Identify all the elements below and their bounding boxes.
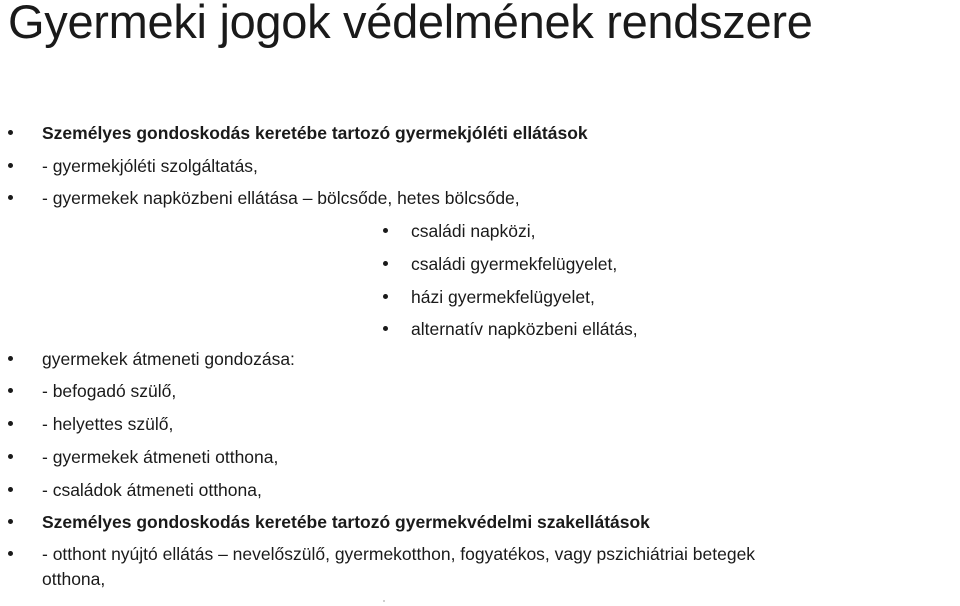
bullet-icon [8,487,13,492]
list-item: Személyes gondoskodás keretébe tartozó gyermekjóléti ellátások [42,123,588,143]
bullet-icon [383,261,388,266]
slide-title: Gyermeki jogok védelmének rendszere [8,0,813,48]
bullet-icon [8,421,13,426]
bullet-icon [8,388,13,393]
list-item: - helyettes szülő, [42,414,174,434]
bullet-icon [383,294,388,299]
bullet-icon [8,519,13,524]
list-item: - gyermekek átmeneti otthona, [42,447,279,467]
list-item: Személyes gondoskodás keretébe tartozó gyermekvédelmi szakellátások [42,512,650,532]
list-item: - gyermekjóléti szolgáltatás, [42,156,258,176]
bullet-icon [8,163,13,168]
bullet-icon [8,130,13,135]
list-item: családi gyermekfelügyelet, [411,254,618,274]
list-item: - családok átmeneti otthona, [42,480,262,500]
bullet-icon [383,326,388,331]
list-item: alternatív napközbeni ellátás, [411,319,638,339]
list-item: családi napközi, [411,221,536,241]
list-item: - gyermekek napközbeni ellátása – bölcsőde, hetes bölcsőde, [42,188,520,208]
bullet-icon [383,228,388,233]
bullet-icon [8,454,13,459]
list-item: gyermekek átmeneti gondozása: [42,349,295,369]
list-item: - otthont nyújtó ellátás – nevelőszülő, gyermekotthon, fogyatékos, vagy pszichiátriai betegek [42,544,756,564]
bullet-icon [8,356,13,361]
list-item: - befogadó szülő, [42,381,177,401]
bullet-icon [8,551,13,556]
footer-dot [383,600,385,602]
list-item: házi gyermekfelügyelet, [411,287,595,307]
list-item-continuation: otthona, [42,569,106,589]
bullet-icon [8,195,13,200]
